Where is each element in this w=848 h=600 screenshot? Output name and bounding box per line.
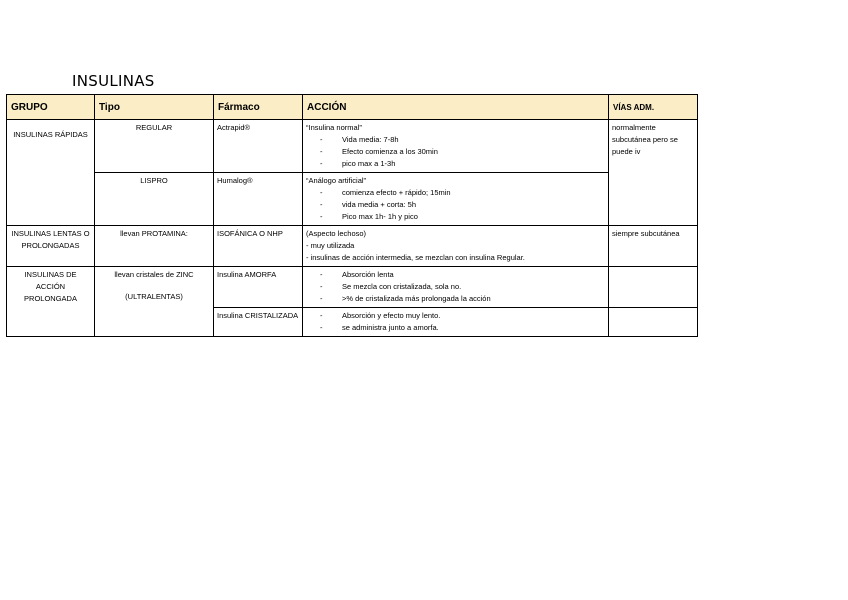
table-row (7, 267, 698, 308)
tipo-line: (ULTRALENTAS) (125, 292, 183, 301)
tipo-cell (95, 267, 214, 337)
accion-list (306, 269, 605, 305)
accion-cell (303, 308, 609, 337)
vias-cell (609, 308, 698, 337)
list-item: - >% de cristalizada más prolongada la acción (320, 293, 605, 305)
accion-cell (303, 226, 609, 267)
vias-cell: normalmente subcutánea pero se puede iv (609, 120, 698, 226)
list-item: - Pico max 1h- 1h y pico (320, 211, 605, 223)
accion-list (306, 310, 605, 334)
vias-cell: siempre subcutánea (609, 226, 698, 267)
vias-cell (609, 267, 698, 308)
tipo-cell: LISPRO (95, 173, 214, 226)
accion-line: (Aspecto lechoso) (306, 229, 367, 238)
table-row (7, 173, 698, 226)
header-farmaco: Fármaco (214, 95, 303, 120)
grupo-cell: INSULINAS DE ACCIÓN PROLONGADA (7, 267, 95, 337)
header-tipo: Tipo (95, 95, 214, 120)
list-item: - Se mezcla con cristalizada, sola no. (320, 281, 605, 293)
list-item: - se administra junto a amorfa. (320, 322, 605, 334)
farmaco-cell: Insulina CRISTALIZADA (214, 308, 303, 337)
accion-list (306, 187, 605, 223)
tipo-cell: REGULAR (95, 120, 214, 173)
grupo-cell: INSULINAS RÁPIDAS (7, 120, 95, 226)
accion-list (306, 134, 605, 170)
header-grupo: GRUPO (7, 95, 95, 120)
page-title: INSULINAS (72, 72, 155, 90)
insulin-table (6, 94, 698, 337)
farmaco-cell: Humalog® (214, 173, 303, 226)
list-item: - Efecto comienza a los 30min (320, 146, 605, 158)
accion-title: “Análogo artificial” (306, 176, 367, 185)
farmaco-cell: Insulina AMORFA (214, 267, 303, 308)
header-vias: VÍAS ADM. (609, 95, 698, 120)
farmaco-cell: Actrapid® (214, 120, 303, 173)
table-row (7, 120, 698, 173)
grupo-cell: INSULINAS LENTAS O PROLONGADAS (7, 226, 95, 267)
list-item: - Vida media: 7-8h (320, 134, 605, 146)
accion-title: “Insulina normal” (306, 123, 362, 132)
list-item: - Absorción lenta (320, 269, 605, 281)
accion-cell (303, 267, 609, 308)
header-accion: ACCIÓN (303, 95, 609, 120)
tipo-cell: llevan PROTAMINA: (95, 226, 214, 267)
farmaco-cell: ISOFÁNICA O NHP (214, 226, 303, 267)
list-item: - vida media + corta: 5h (320, 199, 605, 211)
accion-line: - insulinas de acción intermedia, se mezclan con insulina Regular. (306, 253, 525, 262)
header-row (7, 95, 698, 120)
list-item: - pico max a 1-3h (320, 158, 605, 170)
accion-cell (303, 173, 609, 226)
list-item: - Absorción y efecto muy lento. (320, 310, 605, 322)
accion-line: - muy utilizada (306, 241, 355, 250)
list-item: - comienza efecto + rápido; 15min (320, 187, 605, 199)
accion-cell (303, 120, 609, 173)
tipo-line: llevan cristales de ZINC (114, 270, 194, 279)
table-row (7, 226, 698, 267)
spacer (98, 281, 210, 291)
